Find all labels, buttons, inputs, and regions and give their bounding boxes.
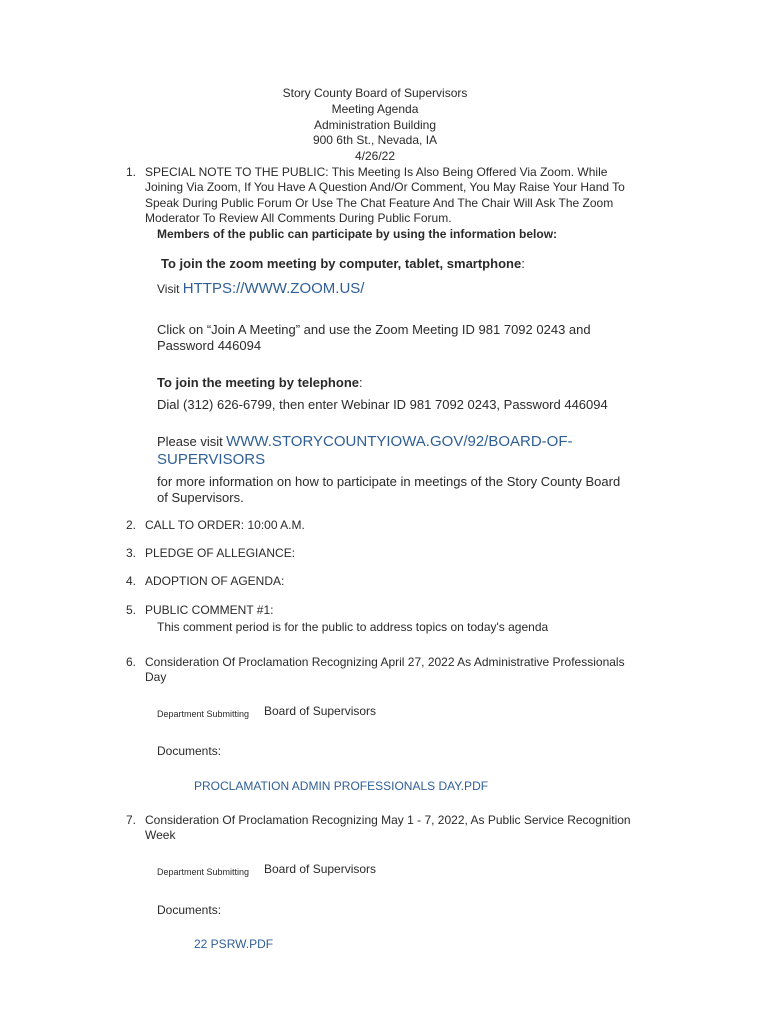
county-link[interactable]: WWW.STORYCOUNTYIOWA.GOV/92/BOARD-OF- [226,433,573,450]
item-3-text: PLEDGE OF ALLEGIANCE: [145,546,296,560]
item-5-number: 5. [126,603,137,617]
item-7-documents-label: Documents: [157,903,222,917]
more-info-line-1: for more information on how to participate in meetings of the Story County Board [157,474,621,489]
county-link-continued[interactable]: SUPERVISORS [157,451,266,468]
header-address: 900 6th St., Nevada, IA [312,133,438,147]
item-7-document-link[interactable]: 22 PSRW.PDF [194,937,274,951]
zoom-heading-colon: : [521,256,525,271]
zoom-heading [161,256,525,271]
item-1-line-4: Moderator To Review All Comments During Public Forum. [145,211,452,225]
zoom-link[interactable]: HTTPS://WWW.ZOOM.US/ [182,280,365,297]
item-1-number: 1. [126,165,137,179]
item-7-dept-value: Board of Supervisors [264,862,377,876]
item-6-document-link[interactable]: PROCLAMATION ADMIN PROFESSIONALS DAY.PDF [194,779,489,793]
item-2-text: CALL TO ORDER: 10:00 A.M. [145,518,305,532]
zoom-heading-text: To join the zoom meeting by computer, tablet, smartphone [161,256,522,271]
item-4-text: ADOPTION OF AGENDA: [145,574,285,588]
header-date: 4/26/22 [354,149,396,163]
item-7-line-2: Week [145,828,176,842]
item-7-line-1: Consideration Of Proclamation Recognizing May 1 - 7, 2022, As Public Service Recognition [145,813,631,827]
visit-prefix: Visit [157,282,180,296]
header-building: Administration Building [313,118,437,132]
click-instructions-line-2: Password 446094 [157,338,262,353]
phone-heading [157,375,363,390]
item-1-line-1: SPECIAL NOTE TO THE PUBLIC: This Meeting Is Also Being Offered Via Zoom. While [145,165,608,179]
item-2-number: 2. [126,518,137,532]
please-visit-row [157,433,573,451]
members-heading: Members of the public can participate by using the information below: [157,227,558,241]
item-1-line-3: Speak During Public Forum Or Use The Chat Feature And The Chair Will Ask The Zoom [145,196,614,210]
item-6-documents-label: Documents: [157,744,222,758]
phone-heading-colon: : [359,375,363,390]
item-6-line-1: Consideration Of Proclamation Recognizing April 27, 2022 As Administrative Professionals [145,655,625,669]
item-4-number: 4. [126,574,137,588]
item-3-number: 3. [126,546,137,560]
item-5-subtext: This comment period is for the public to address topics on today's agenda [157,620,549,634]
item-7-number: 7. [126,813,137,827]
item-1-line-2: Joining Via Zoom, If You Have A Question And/Or Comment, You May Raise Your Hand To [145,180,625,194]
header-org-name: Story County Board of Supervisors [282,86,468,100]
item-6-dept-label: Department Submitting [157,709,250,719]
please-visit-prefix: Please visit [157,434,223,449]
item-7-dept-label: Department Submitting [157,867,250,877]
item-6-line-2: Day [145,670,167,684]
item-5-text: PUBLIC COMMENT #1: [145,603,274,617]
dial-instructions: Dial (312) 626-6799, then enter Webinar ID 981 7092 0243, Password 446094 [157,397,608,412]
item-6-number: 6. [126,655,137,669]
more-info-line-2: of Supervisors. [157,490,244,505]
phone-heading-text: To join the meeting by telephone [157,375,359,390]
click-instructions-line-1: Click on “Join A Meeting” and use the Zoom Meeting ID 981 7092 0243 and [157,322,591,337]
header-doc-title: Meeting Agenda [331,102,419,116]
visit-zoom-row [157,280,364,298]
item-6-dept-value: Board of Supervisors [264,704,377,718]
